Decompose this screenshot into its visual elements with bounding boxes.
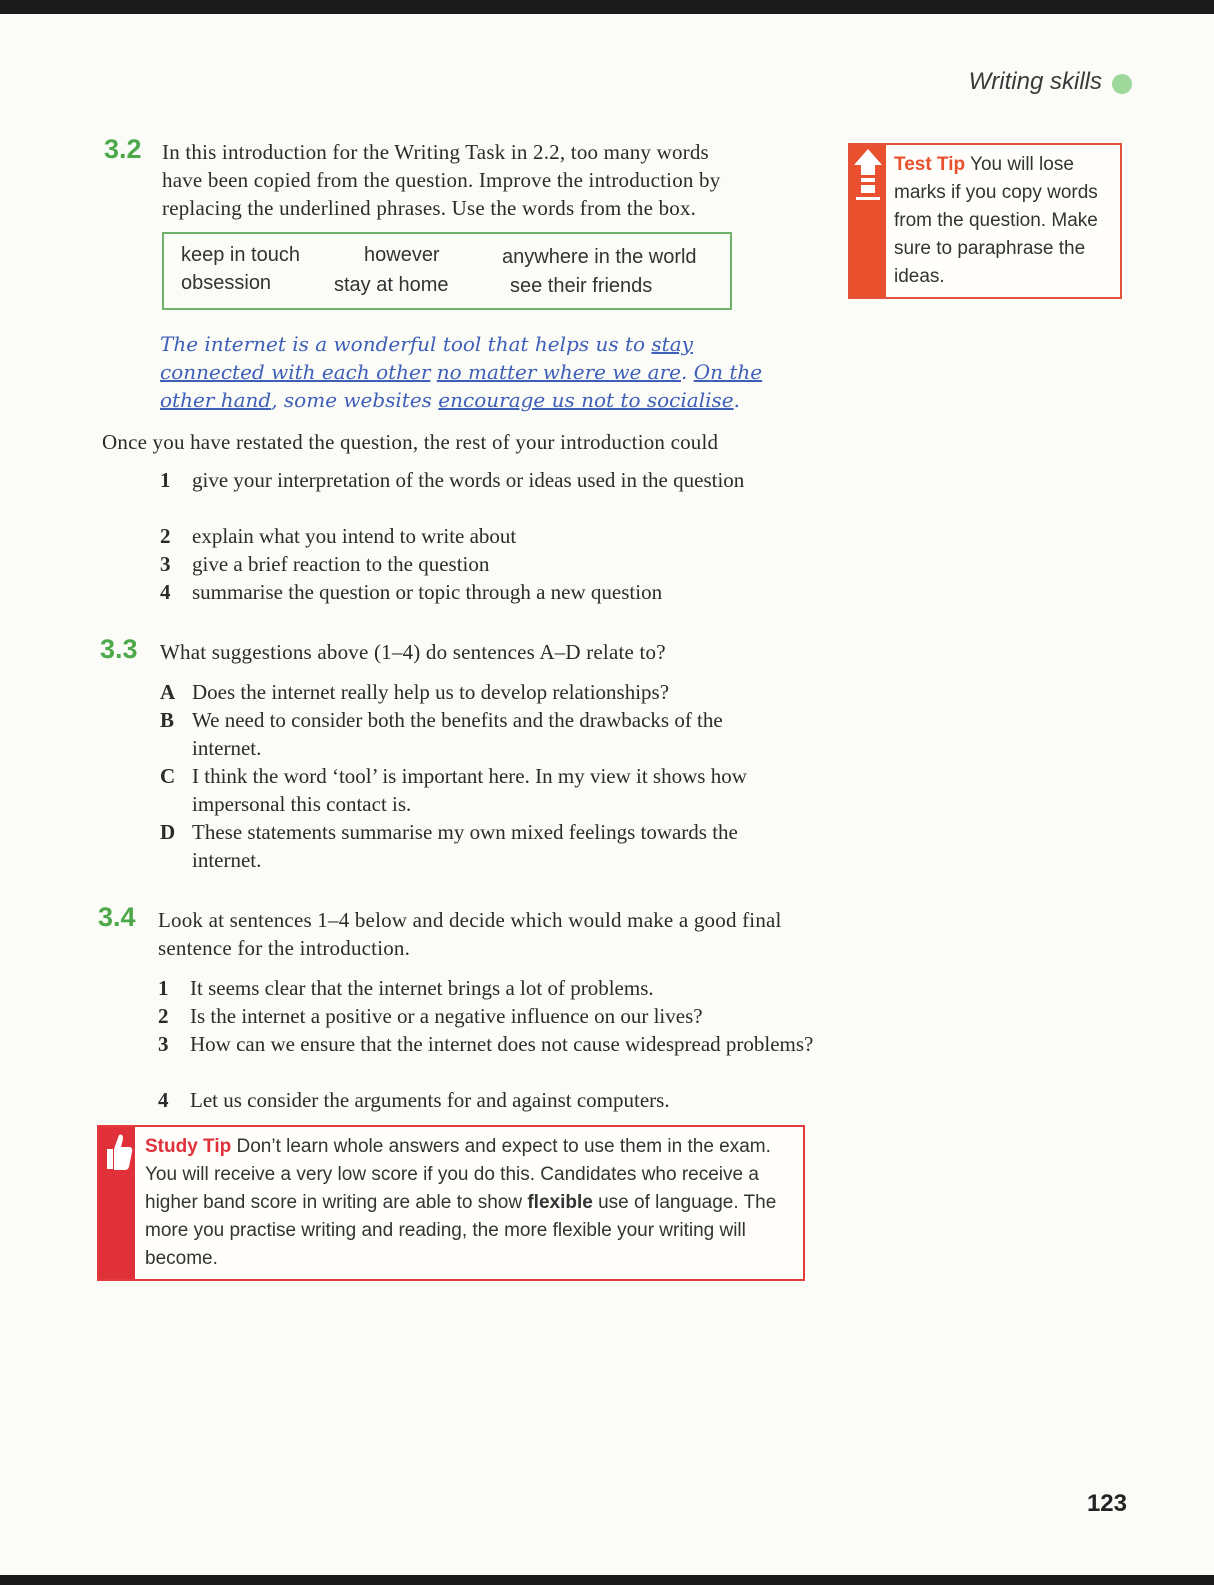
- list-item: [160, 550, 760, 578]
- list-item: [160, 466, 760, 522]
- test-tip-band: [850, 145, 886, 297]
- hand-text: The internet is a wonderful tool that helps us to: [160, 332, 652, 356]
- word-box-item: see their friends: [510, 275, 653, 297]
- exercise-3-3-question: What suggestions above (1–4) do sentences A–D relate to?: [160, 640, 666, 664]
- header-dot-icon: [1112, 74, 1132, 94]
- list-item: [160, 578, 760, 606]
- study-tip-box: [97, 1125, 805, 1281]
- final-sentence-list: [158, 974, 818, 1114]
- exercise-3-4-question: Look at sentences 1–4 below and decide which would make a good final sentence for the introduction.: [158, 908, 782, 960]
- list-text: Let us consider the arguments for and against computers.: [190, 1088, 670, 1112]
- list-marker: 2: [158, 1004, 169, 1028]
- list-marker: A: [160, 680, 176, 704]
- study-tip-band: [99, 1127, 135, 1279]
- list-marker: B: [160, 708, 175, 732]
- list-item: [160, 678, 800, 706]
- section-header: Writing skills: [968, 68, 1102, 95]
- list-item: [158, 1086, 818, 1114]
- list-item: [160, 818, 800, 874]
- list-text: I think the word ‘tool’ is important here. In my view it shows how impersonal this contact is.: [192, 764, 747, 816]
- hand-text: , some websites: [271, 388, 439, 412]
- instruction-line: have been copied from the question. Improve the introduction by: [162, 168, 721, 192]
- list-text: Is the internet a positive or a negative influence on our lives?: [190, 1004, 703, 1028]
- list-marker: 4: [160, 580, 171, 604]
- study-tip-emphasis: flexible: [527, 1192, 593, 1213]
- list-marker: 3: [158, 1032, 169, 1056]
- study-tip-body: Don’t learn whole answers and expect to use them in the exam. You will receive a very low score if you do this. Candidates who receive a higher band score in writing are able to show: [145, 1136, 771, 1213]
- word-box-item: stay at home: [334, 274, 449, 296]
- restate-intro: Once you have restated the question, the rest of your introduction could: [102, 430, 719, 454]
- list-item: [160, 762, 800, 818]
- list-marker: 4: [158, 1088, 169, 1112]
- list-text: We need to consider both the benefits and the drawbacks of the internet.: [192, 708, 723, 760]
- study-tip-heading: Study Tip: [145, 1136, 232, 1157]
- instruction-line: replacing the underlined phrases. Use the words from the box.: [162, 196, 697, 220]
- list-text: give a brief reaction to the question: [192, 552, 490, 576]
- study-tip-body: use of language. The more you practise writing and reading, the more flexible your writing will become.: [145, 1192, 777, 1269]
- list-item: [158, 1002, 818, 1030]
- underlined-phrase: stay connected with each other: [160, 332, 693, 384]
- section-number-3-3: 3.3: [100, 634, 138, 664]
- list-marker: D: [160, 820, 176, 844]
- handwritten-introduction: [160, 330, 800, 414]
- list-item: [158, 974, 818, 1002]
- list-text: These statements summarise my own mixed feelings towards the internet.: [192, 820, 738, 872]
- instruction-line: In this introduction for the Writing Task in 2.2, too many words: [162, 140, 709, 164]
- scan-top-edge: [0, 0, 1214, 14]
- list-marker: 1: [158, 976, 169, 1000]
- test-tip-text: [894, 151, 1114, 291]
- list-text: How can we ensure that the internet does not cause widespread problems?: [190, 1032, 814, 1056]
- list-text: It seems clear that the internet brings a lot of problems.: [190, 976, 654, 1000]
- hand-text: .: [733, 388, 740, 412]
- word-box-item: keep in touch: [181, 244, 300, 266]
- underlined-phrase: encourage us not to socialise: [438, 388, 734, 412]
- underlined-phrase: no matter where we are: [436, 360, 681, 384]
- study-tip-text: [145, 1133, 795, 1273]
- test-tip-body: You will lose marks if you copy words from the question. Make sure to paraphrase the ideas.: [894, 154, 1098, 287]
- scan-bottom-edge: [0, 1575, 1214, 1585]
- section-number-3-2: 3.2: [104, 134, 142, 164]
- hand-text: .: [681, 360, 694, 384]
- list-text: give your interpretation of the words or ideas used in the question: [192, 468, 745, 492]
- page-number: 123: [1086, 1490, 1127, 1517]
- list-text: Does the internet really help us to develop relationships?: [192, 680, 670, 704]
- list-marker: 3: [160, 552, 171, 576]
- sentence-list-a-d: [160, 678, 800, 874]
- exercise-3-2-instructions: [162, 138, 822, 222]
- test-tip-heading: Test Tip: [894, 154, 966, 175]
- list-marker: 1: [160, 468, 171, 492]
- list-text: explain what you intend to write about: [192, 524, 517, 548]
- list-marker: 2: [160, 524, 171, 548]
- test-tip-box: [848, 143, 1122, 299]
- word-box-item: anywhere in the world: [502, 246, 697, 268]
- list-item: [160, 706, 800, 762]
- list-marker: C: [160, 764, 176, 788]
- word-box: [162, 232, 732, 310]
- underlined-phrase: On the other hand: [160, 360, 763, 412]
- list-item: [158, 1030, 818, 1086]
- list-text: summarise the question or topic through a new question: [192, 580, 663, 604]
- list-item: [160, 522, 760, 550]
- section-number-3-4: 3.4: [98, 902, 136, 932]
- word-box-item: however: [364, 244, 440, 266]
- word-box-item: obsession: [181, 272, 272, 294]
- thumbs-up-icon: [99, 1127, 135, 1177]
- suggestion-list: [160, 466, 760, 606]
- up-arrow-icon: [850, 145, 886, 205]
